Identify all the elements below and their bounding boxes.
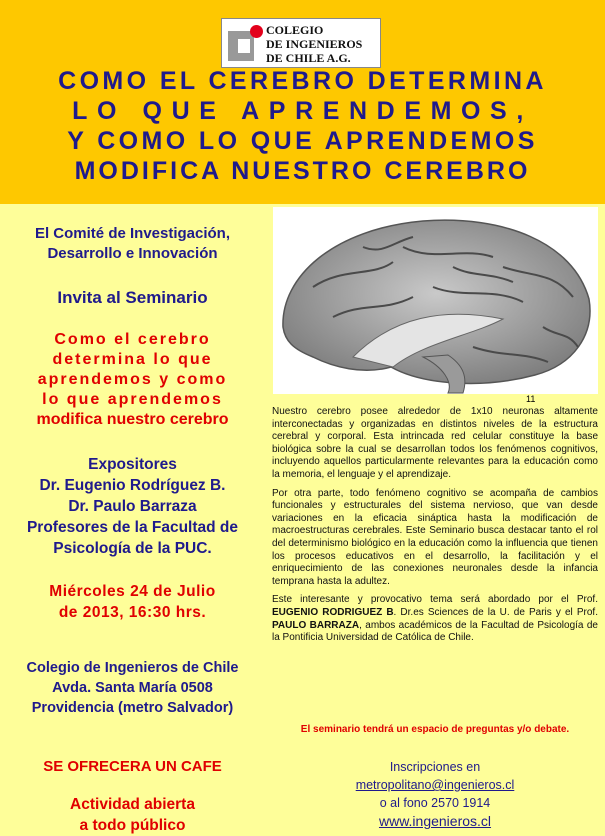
phone-text: o al fono 2570 1914 <box>379 796 491 810</box>
registration-info <box>272 758 598 830</box>
logo-text: COLEGIO DE INGENIEROS DE CHILE A.G. <box>266 23 363 65</box>
header-banner <box>0 0 605 204</box>
debate-notice: El seminario tendrá un espacio de preguntas y/o debate. <box>300 724 570 735</box>
open-activity-notice: Actividad abierta a todo público <box>70 796 195 834</box>
email-link[interactable]: metropolitano@ingenieros.cl <box>355 778 515 792</box>
expositores: Expositores Dr. Eugenio Rodríguez B. Dr. Paulo Barraza Profesores de la Facultad de Psicología de la PUC. <box>26 456 239 557</box>
paragraph-2: Por otra parte, todo fenómeno cognitivo se acompaña de cambios funcionales y estructurales del sistema nervioso, que van desde variaciones en la eficacia sináptica hasta la modificación de macroestructuras cerebrales. Este Seminario busca destacar tanto el rol del determinismo biológico en la educación como la influencia que tienen los procesos educativos en el desarrollo, la facilitación y el enriquecimiento de las conexiones neuronales desde la infancia temprana hasta la adultez. <box>272 487 598 587</box>
event-location: Colegio de Ingenieros de Chile Avda. Santa María 0508 Providencia (metro Salvador) <box>26 660 239 716</box>
event-date: Miércoles 24 de Julio de 2013, 16:30 hrs. <box>49 583 216 621</box>
logo-mark-icon <box>228 25 262 63</box>
colegio-logo <box>221 18 381 68</box>
exponent-11: 11 <box>526 394 536 404</box>
cafe-notice: SE OFRECERA UN CAFE <box>43 758 222 775</box>
comite-heading: El Comité de Investigación, Desarrollo e Innovación <box>34 225 231 262</box>
description-text <box>272 406 598 651</box>
inscripciones-label: Inscripciones en <box>389 760 481 774</box>
main-title: COMO EL CEREBRO DETERMINA LO QUE APRENDEMOS, Y COMO LO QUE APRENDEMOS MODIFICA NUESTRO CEREBRO <box>58 67 547 185</box>
paragraph-3: Este interesante y provocativo tema será abordado por el Prof. EUGENIO RODRIGUEZ B. Dr.es Sciences de la U. de Paris y el Prof. PAULO BARRAZA, ambos académicos de la Facultad de Psicología de la Pontificia Universidad de Católica de Chile. <box>272 594 598 644</box>
seminar-title: Como el cerebro determina lo que aprendemos y como lo que aprendemos modifica nuestro cerebro <box>36 331 229 428</box>
brain-image <box>273 207 598 394</box>
invita-heading: Invita al Seminario <box>57 288 208 307</box>
paragraph-1: Nuestro cerebro posee alrededor de 1x10 neuronas altamente interconectadas y organizadas en distintos niveles de la estructura cerebral y corporal. Esta intrincada red celular constituye la base biológica sobre la cual se desarrollan todos los fenómenos cognitivos, incluyendo aquellos particularmente relevantes para la educación como la memoria, el lenguaje y el aprendizaje. <box>272 406 598 480</box>
website-link[interactable]: www.ingenieros.cl <box>378 813 492 829</box>
